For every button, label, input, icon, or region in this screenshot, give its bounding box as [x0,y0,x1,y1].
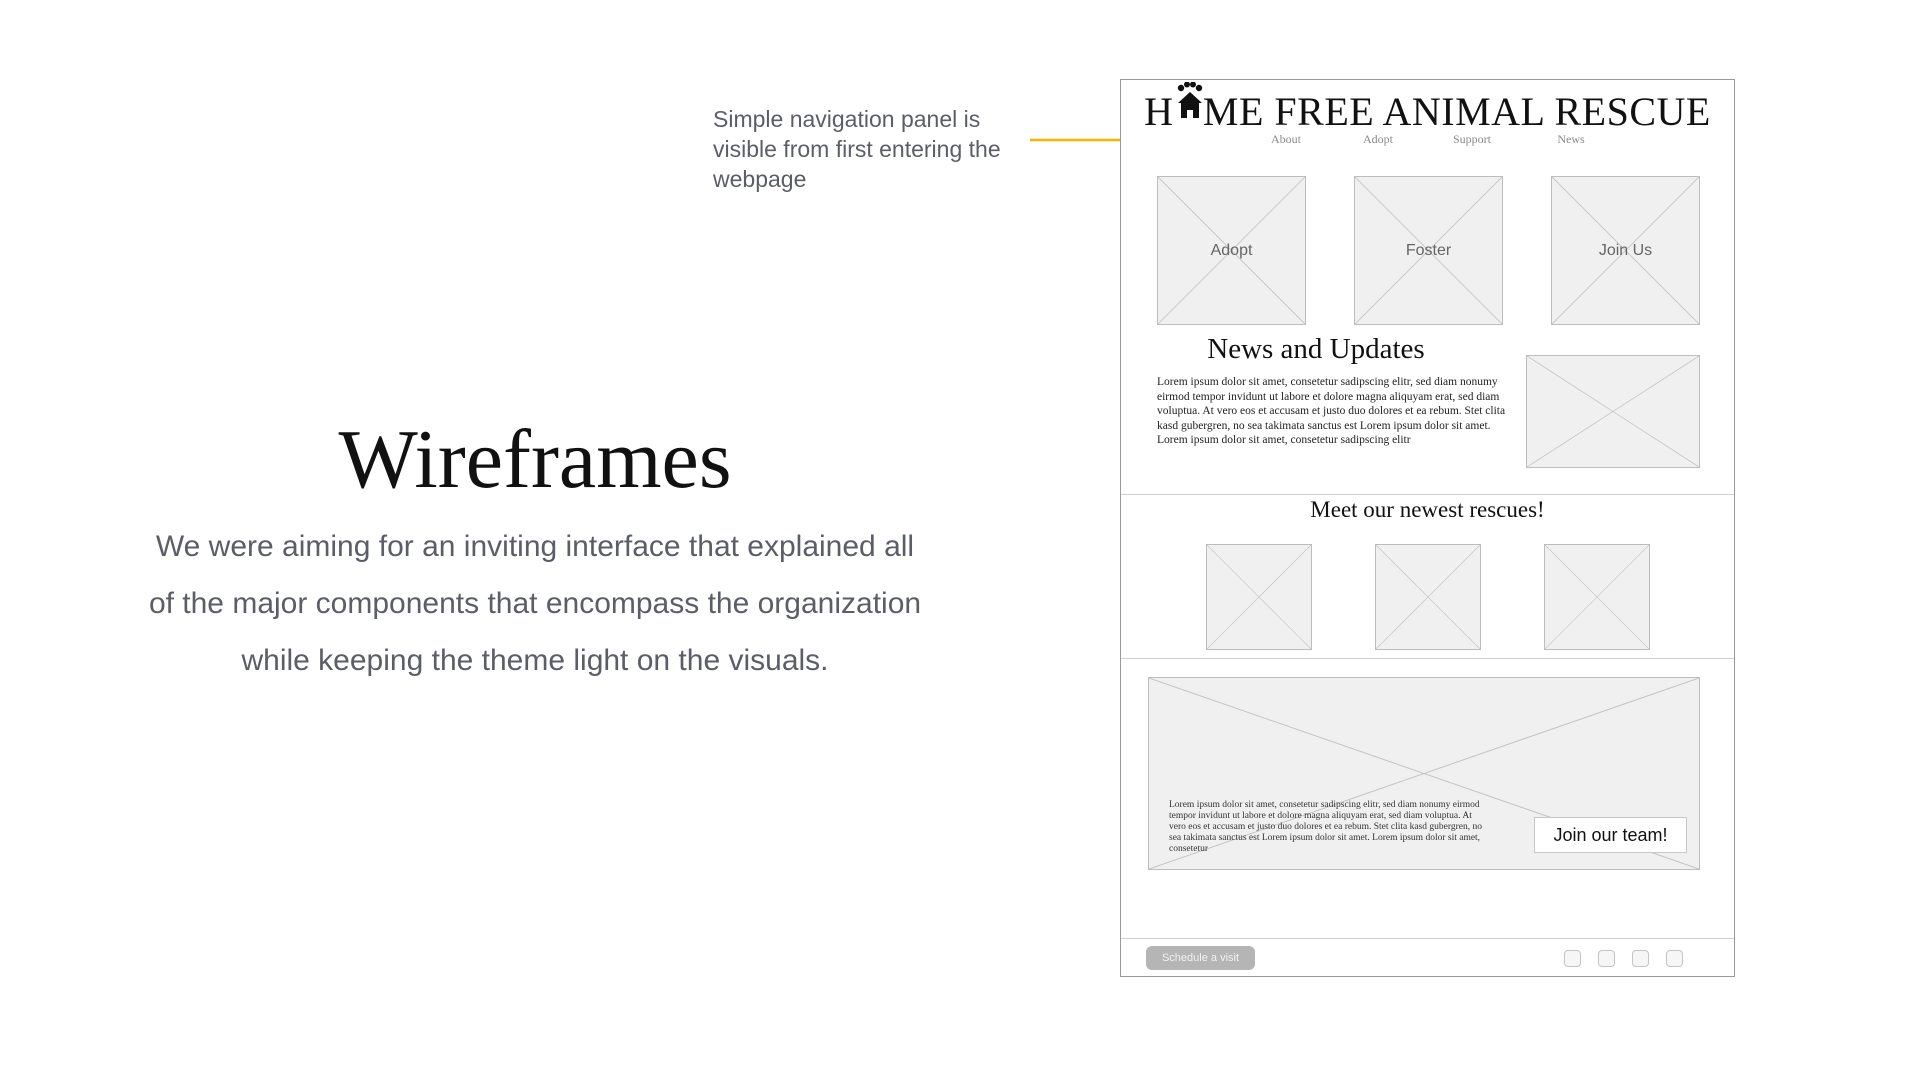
wireframe-mockup [1120,79,1735,977]
team-body-text: Lorem ipsum dolor sit amet, consetetur sadipscing elitr, sed diam nonumy eirmod tempor invidunt ut labore et dolore magna aliquyam erat, sed diam voluptua. At vero eos et accusam et justo duo dolores et ea rebum. Stet clita kasd gubergren, no sea takimata sanctus est Lorem ipsum dolor sit amet. Lorem ipsum dolor sit amet, consetetur [1169,800,1482,854]
section-divider [1121,658,1734,659]
social-icon-1[interactable] [1564,950,1581,967]
news-body: Lorem ipsum dolor sit amet, consetetur sadipscing elitr, sed diam nonumy eirmod tempor invidunt ut labore et dolore magna aliquyam erat, sed diam voluptua. At vero eos et accusam et justo duo dolores et ea rebum. Stet clita kasd gubergren, no sea takimata sanctus est Lorem ipsum dolor sit amet. Lorem ipsum dolor sit amet, consetetur sadipscing elitr [1157,376,1506,446]
schedule-visit-button[interactable]: Schedule a visit [1146,946,1255,970]
card-join-us[interactable] [1551,176,1700,325]
rescue-thumbnail[interactable] [1375,544,1481,650]
social-icon-2[interactable] [1598,950,1615,967]
slide-title: Wireframes [338,413,732,506]
nav-support[interactable]: Support [1452,132,1492,146]
site-logo[interactable] [1121,88,1734,135]
nav-bar [1121,132,1734,148]
logo-text-h: H [1144,89,1174,134]
logo-text-rest: ME FREE ANIMAL RESCUE [1202,89,1711,134]
annotation-text: Simple navigation panel is visible from first entering the webpage [713,106,1001,192]
join-team-button[interactable]: Join our team! [1534,817,1687,853]
footer-divider [1121,938,1734,939]
card-foster[interactable] [1354,176,1503,325]
card-label: Foster [1405,241,1452,259]
placeholder-image-icon [1527,356,1699,467]
news-heading: News and Updates [1207,333,1425,365]
nav-news[interactable]: News [1557,132,1585,146]
nav-adopt[interactable]: Adopt [1363,132,1393,146]
rescues-heading: Meet our newest rescues! [1310,497,1545,522]
placeholder-image-icon [1207,545,1311,649]
rescue-thumbnail[interactable] [1206,544,1312,650]
rescue-thumbnail[interactable] [1544,544,1650,650]
card-adopt[interactable] [1157,176,1306,325]
section-divider [1121,494,1734,495]
nav-about[interactable]: About [1271,132,1301,146]
paw-house-icon [1175,82,1205,122]
social-icon-3[interactable] [1632,950,1649,967]
placeholder-image-icon [1545,545,1649,649]
logo-paw-letter [1174,88,1203,135]
placeholder-image-icon [1376,545,1480,649]
card-label: Adopt [1210,241,1253,259]
card-label: Join Us [1598,241,1653,259]
slide-description: We were aiming for an inviting interface that explained all of the major components that encompass the organization while keeping the theme light on the visuals. [148,530,922,677]
social-icon-4[interactable] [1666,950,1683,967]
news-image [1526,355,1700,468]
